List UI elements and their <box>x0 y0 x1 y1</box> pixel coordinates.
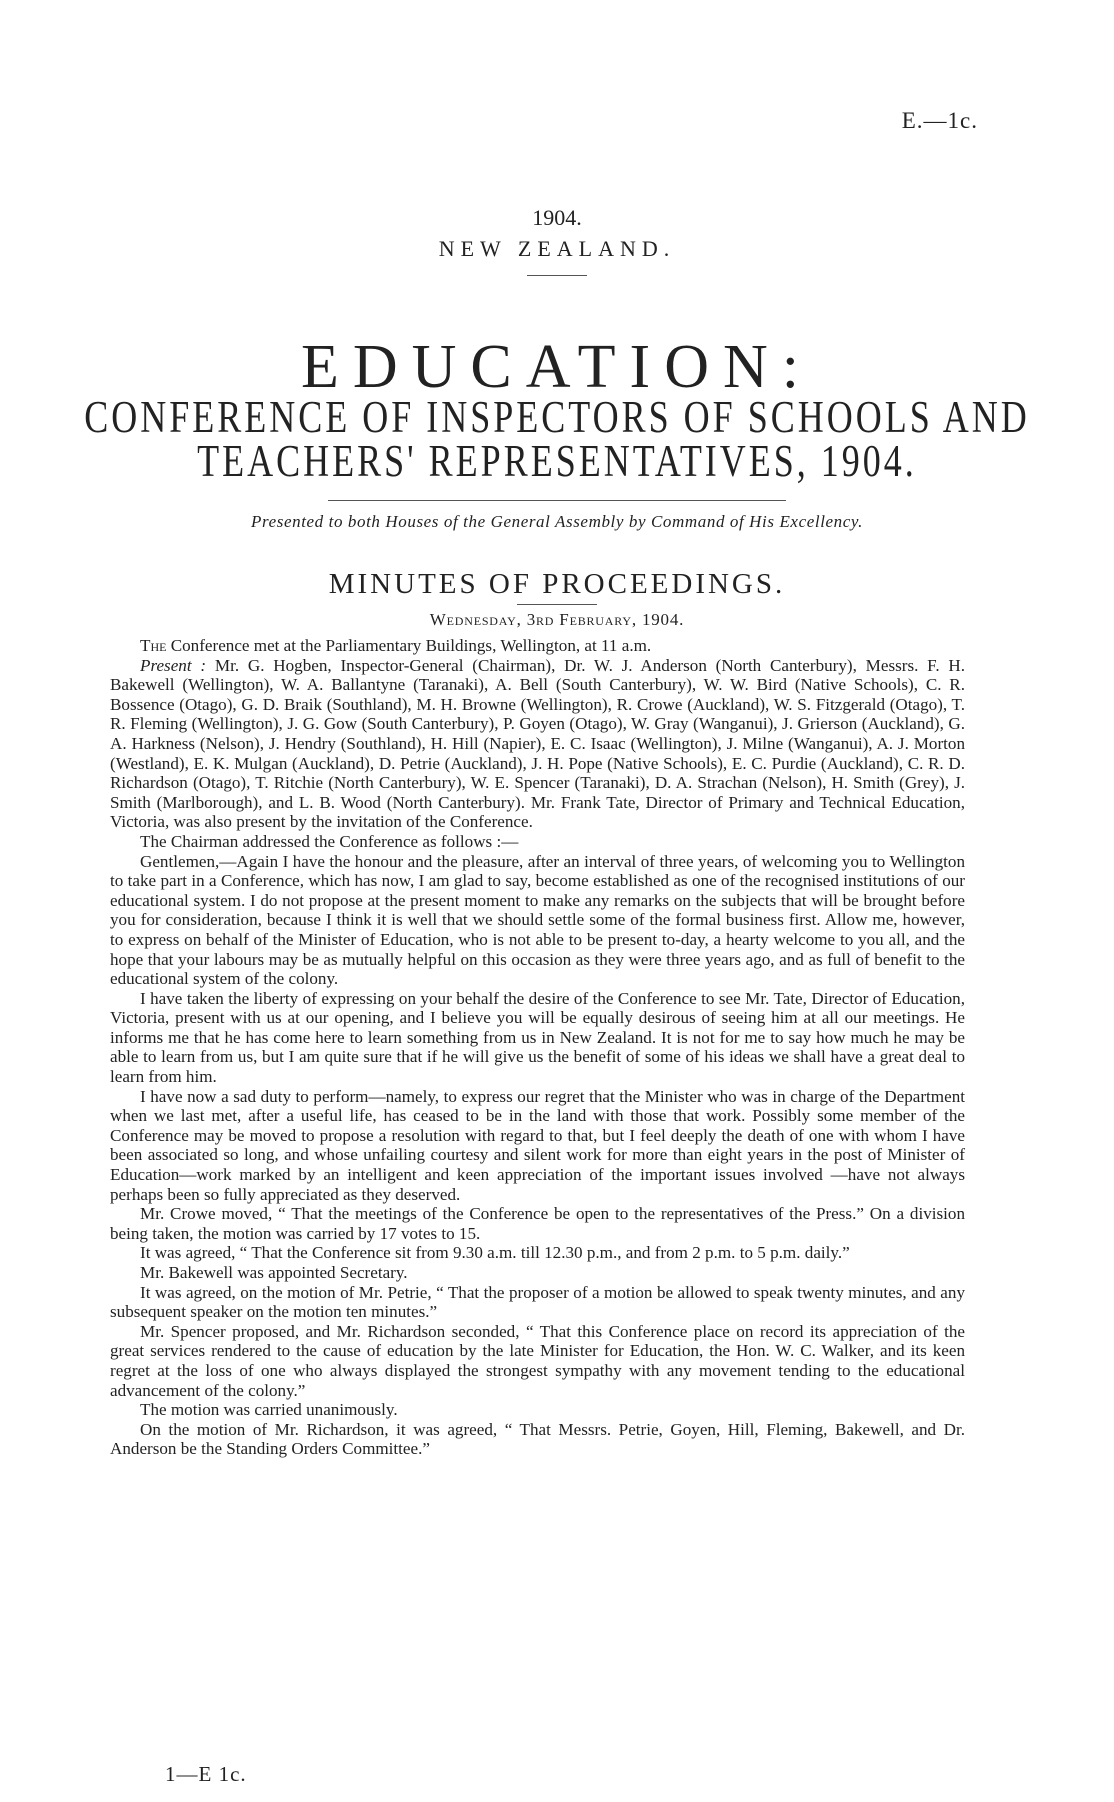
present-paragraph <box>110 656 965 832</box>
minutes-heading: MINUTES OF PROCEEDINGS. <box>328 568 786 600</box>
divider-rule-minutes <box>517 604 597 605</box>
paragraph: The Chairman addressed the Conference as follows :— <box>140 831 519 851</box>
minutes-body <box>110 636 965 1459</box>
year-heading: 1904. <box>532 205 582 230</box>
presented-line: Presented to both Houses of the General Assembly by Command of His Excellency. <box>251 512 863 531</box>
paragraph: I have now a sad duty to perform—namely, to express our regret that the Minister who was in charge of the Department when we last met, after a useful life, has ceased to be in the land with those that work. Possibly some member of the Conference may be moved to propose a resolution with regard to that, but I feel deeply the death of one with whom I have been associated so long, and whose unfailing courtesy and silent work for more than eight years in the post of Minister of Education—work marked by an intelligent and keen appreciation of the important issues involved —have not always perhaps been so fully appreciated as they deserved. <box>110 1086 965 1204</box>
present-label: Present : <box>140 655 207 675</box>
opening-paragraph <box>110 636 965 656</box>
divider-rule-top <box>527 275 587 276</box>
subtitle-line-1: CONFERENCE OF INSPECTORS OF SCHOOLS AND <box>84 392 1030 442</box>
paragraph: Mr. Crowe moved, “ That the meetings of the Conference be open to the representatives of the Press.” On a division being taken, the motion was carried by 17 votes to 15. <box>110 1204 965 1243</box>
paragraph: On the motion of Mr. Richardson, it was agreed, “ That Messrs. Petrie, Goyen, Hill, Fleming, Bakewell, and Dr. Anderson be the Standing Orders Committee.” <box>110 1419 965 1459</box>
paragraph: I have taken the liberty of expressing on your behalf the desire of the Conference to see Mr. Tate, Director of Education, Victoria, present with us at our opening, and I believe you will be equally desirous of seeing him at all our meetings. He informs me that he has come here to learn something from us in New Zealand. It is not for me to say how much he may be able to learn from us, but I am quite sure that if he will give us the benefit of some of his ideas we shall have a great deal to learn from him. <box>110 988 965 1087</box>
paragraph: It was agreed, “ That the Conference sit from 9.30 a.m. till 12.30 p.m., and from 2 p.m. to 5 p.m. daily.” <box>140 1243 850 1263</box>
opening-text: Conference met at the Parliamentary Buildings, Wellington, at 11 a.m. <box>166 636 652 655</box>
country-heading: NEW ZEALAND. <box>438 236 676 261</box>
meeting-date: Wednesday, 3rd February, 1904. <box>429 610 685 629</box>
paragraph: Mr. Bakewell was appointed Secretary. <box>140 1263 408 1282</box>
subtitle-line-2: TEACHERS' REPRESENTATIVES, 1904. <box>197 436 917 486</box>
present-text: Mr. G. Hogben, Inspector-General (Chairman), Dr. W. J. Anderson (North Canterbury), Messrs. F. H. Bakewell (Wellington), W. A. Ballantyne (Taranaki), A. Bell (South Canterbury), W. W. Bird (Native Schools), C. R. Bossence (Otago), G. D. Braik (Southland), M. H. Browne (Wellington), R. Crowe (Auckland), W. S. Fitzgerald (Otago), T. R. Fleming (Wellington), J. G. Gow (South Canterbury), P. Goyen (Otago), W. Gray (Wanganui), J. Grierson (Auckland), G. A. Harkness (Nelson), J. Hendry (Southland), H. Hill (Napier), E. C. Isaac (Wellington), J. Milne (Wanganui), A. J. Morton (Westland), E. K. Mulgan (Auckland), D. Petrie (Auckland), J. H. Pope (Native Schools), E. C. Purdie (Auckland), C. R. D. Richardson (Otago), T. Ritchie (North Canterbury), W. E. Spencer (Taranaki), D. A. Strachan (Nelson), H. Smith (Grey), J. Smith (Marlborough), and L. B. Wood (North Canterbury). Mr. Frank Tate, Director of Primary and Technical Education, Victoria, was also present by the invitation of the Conference. <box>110 655 965 832</box>
paragraph: Gentlemen,—Again I have the honour and the pleasure, after an interval of three years, of welcoming you to Wellington to take part in a Conference, which has now, I am glad to say, become established as one of the recognised institutions of our educational system. I do not propose at the present moment to make any remarks on the subjects that will be brought before you for consideration, because I think it is well that we should settle some of the formal business first. Allow me, however, to express on behalf of the Minister of Education, who is not able to be present to-day, a hearty welcome to you all, and the hope that your labours may be as mutually helpful on this occasion as they were three years ago, and as full of benefit to the educational system of the colony. <box>110 851 965 989</box>
paragraph: It was agreed, on the motion of Mr. Petrie, “ That the proposer of a motion be allowed to speak twenty minutes, and any subsequent speaker on the motion ten minutes.” <box>110 1282 965 1322</box>
paragraph: Mr. Spencer proposed, and Mr. Richardson seconded, “ That this Conference place on record its appreciation of the great services rendered to the cause of education by the late Minister for Education, the Hon. W. C. Walker, and its keen regret at the loss of one who always displayed the strongest sympathy with any movement tending to the educational advancement of the colony.” <box>110 1321 965 1400</box>
opening-lead: The <box>140 636 167 655</box>
document-reference: E.—1c. <box>901 108 978 133</box>
page-signature: 1—E 1c. <box>165 1762 247 1786</box>
paragraph: The motion was carried unanimously. <box>140 1400 398 1420</box>
divider-rule-middle <box>328 500 786 501</box>
main-title: EDUCATION: <box>301 333 813 401</box>
